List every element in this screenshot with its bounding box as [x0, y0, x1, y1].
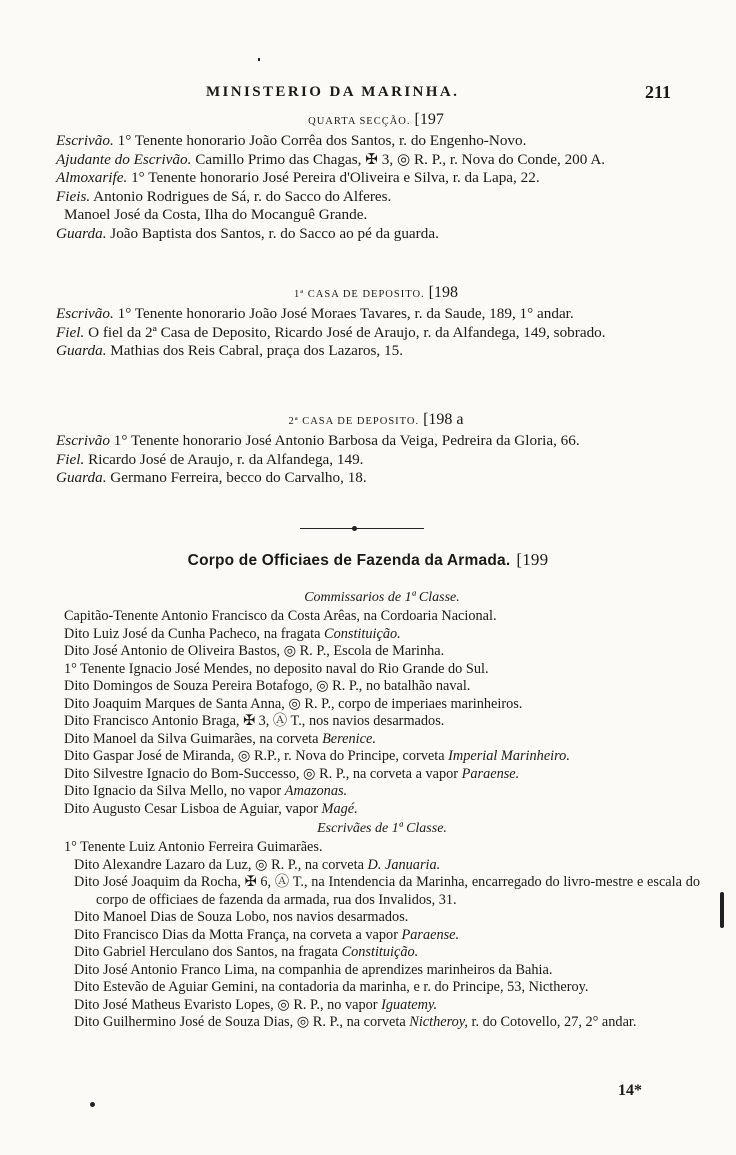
- list-item-text: Dito Ignacio da Silva Mello, no vapor: [64, 783, 285, 799]
- list-item-text: Dito José Antonio Franco Lima, na companhia de aprendizes marinheiros da Bahia.: [74, 961, 553, 978]
- section-heading-text: 1ª CASA DE DEPOSITO.: [294, 289, 425, 300]
- ship-name: Magé.: [321, 800, 358, 817]
- list-item: [64, 608, 700, 626]
- commissarios-list: [64, 608, 700, 818]
- list-item: [64, 661, 700, 679]
- list-item: [64, 979, 700, 997]
- section-divider-rule: [300, 528, 424, 529]
- margin-ink-mark: [720, 892, 724, 928]
- list-item: [64, 783, 700, 801]
- ship-name: Constituição.: [324, 625, 401, 642]
- corps-list: [64, 588, 700, 1032]
- list-item-text: Dito Gabriel Herculano dos Santos, na fragata: [74, 944, 342, 960]
- list-item: [64, 874, 700, 909]
- entry-role: Almoxarife.: [56, 169, 128, 186]
- list-item: [64, 748, 700, 766]
- entry-role: Guarda.: [56, 469, 107, 486]
- section-casa-deposito-1: [56, 283, 696, 361]
- entry-role: Escrivão.: [56, 305, 114, 322]
- entry-fiel: [56, 324, 696, 343]
- entry-text: O fiel da 2ª Casa de Deposito, Ricardo José de Araujo, r. da Alfandega, 149, sobrado.: [84, 323, 606, 341]
- list-item: [64, 944, 700, 962]
- signature-mark: 14*: [618, 1082, 642, 1099]
- entry-text: 1° Tenente honorario João Corrêa dos Santos, r. do Engenho-Novo.: [113, 132, 527, 149]
- list-item: [64, 801, 700, 819]
- section-heading-text: 2ª CASA DE DEPOSITO.: [288, 416, 420, 427]
- entry-role: Fiel.: [56, 323, 85, 341]
- ministry-title: MINISTERIO DA MARINHA.: [206, 84, 460, 100]
- list-item-text: 1° Tenente Ignacio José Mendes, no deposito naval do Rio Grande do Sul.: [64, 660, 489, 677]
- list-item-text: Dito José Antonio de Oliveira Bastos, ◎ R. P., Escola de Marinha.: [64, 643, 445, 659]
- ship-name: Imperial Marinheiro.: [448, 748, 570, 764]
- ship-name: Paraense.: [401, 926, 460, 943]
- section-heading: [56, 410, 696, 432]
- corps-title: [0, 550, 736, 570]
- running-head: [0, 80, 736, 110]
- ink-speck: [90, 1102, 95, 1107]
- entry-role: Guarda.: [56, 224, 107, 242]
- list-item-text: Dito Silvestre Ignacio do Bom-Successo, ◎ R. P., na corveta a vapor: [64, 765, 462, 782]
- section-heading: [56, 110, 696, 132]
- entry-text: Ricardo José de Araujo, r. da Alfandega, 149.: [84, 450, 364, 468]
- list-item: [64, 626, 700, 644]
- subheading-commissarios: Commissarios de 1ª Classe.: [304, 590, 460, 605]
- section-heading-text: QUARTA SECÇÃO.: [308, 116, 411, 127]
- section-quarta-seccao: [56, 110, 696, 243]
- entry-role: Escrivão: [56, 432, 110, 449]
- entry-guarda: [56, 342, 696, 361]
- entry-fiel: [56, 451, 696, 470]
- subheading-escrivaes: Escrivães de 1ª Classe.: [317, 821, 447, 836]
- entry-text: 1° Tenente honorario José Pereira d'Oliveira e Silva, r. da Lapa, 22.: [127, 169, 540, 186]
- list-item-text: 1° Tenente Luiz Antonio Ferreira Guimarães.: [64, 839, 323, 855]
- list-item-text: Dito Domingos de Souza Pereira Botafogo, ◎ R. P., no batalhão naval.: [64, 678, 471, 694]
- list-item: [64, 713, 700, 731]
- entry-guarda: [56, 469, 696, 488]
- ship-name: Berenice.: [322, 730, 376, 747]
- list-item-text: Dito Estevão de Aguiar Gemini, na contadoria da marinha, e r. do Principe, 53, Nictheroy.: [74, 979, 589, 995]
- list-item-text: Dito Gaspar José de Miranda, ◎ R.P., r. Nova do Principe, corveta: [64, 748, 449, 764]
- list-item: [64, 909, 700, 927]
- list-item-text: Dito Manoel da Silva Guimarães, na corveta: [64, 730, 323, 747]
- list-item-text: Dito Francisco Dias da Motta França, na corveta a vapor: [74, 926, 402, 943]
- section-ref: [198: [428, 284, 458, 301]
- entry-ajudante: [56, 151, 696, 170]
- entry-escrivao: [56, 432, 696, 451]
- list-item-tail: r. do Cotovello, 27, 2° andar.: [467, 1014, 637, 1030]
- entry-text: Antonio Rodrigues de Sá, r. do Sacco do Alferes.: [90, 187, 392, 205]
- list-item: [64, 927, 700, 945]
- entry-role: Ajudante do Escrivão.: [56, 150, 192, 168]
- ship-name: Constituição.: [341, 944, 419, 960]
- list-item: [64, 839, 700, 857]
- corps-ref: [199: [516, 550, 549, 569]
- entry-text: Mathias dos Reis Cabral, praça dos Lazaros, 15.: [106, 342, 403, 359]
- entry-fieis: [56, 188, 696, 207]
- entry-text: 1° Tenente honorario José Antonio Barbosa da Veiga, Pedreira da Gloria, 66.: [110, 432, 580, 449]
- page-number: 211: [645, 82, 672, 102]
- section-heading: [56, 283, 696, 305]
- list-item-text: Dito Luiz José da Cunha Pacheco, na fragata: [64, 625, 325, 642]
- list-item: [64, 997, 700, 1015]
- list-item-text: Dito Augusto Cesar Lisboa de Aguiar, vapor: [64, 800, 322, 817]
- entry-role: Escrivão.: [56, 132, 114, 149]
- list-item: [64, 731, 700, 749]
- entry-fiel-2: [56, 206, 696, 225]
- list-item: [64, 678, 700, 696]
- list-item-text: Dito Guilhermino José de Souza Dias, ◎ R. P., na corveta: [74, 1014, 410, 1030]
- entry-guarda: [56, 225, 696, 244]
- ship-name: Nictheroy,: [409, 1014, 468, 1030]
- entry-text: Germano Ferreira, becco do Carvalho, 18.: [106, 469, 367, 486]
- entry-role: Fiel.: [56, 450, 85, 468]
- ship-name: Amazonas.: [284, 783, 348, 799]
- entry-escrivao: [56, 132, 696, 151]
- list-item: [64, 766, 700, 784]
- entry-escrivao: [56, 305, 696, 324]
- list-item: [64, 696, 700, 714]
- list-item-text: Dito José Matheus Evaristo Lopes, ◎ R. P., no vapor: [74, 996, 382, 1013]
- escrivaes-list: [64, 839, 700, 1032]
- list-item-text: Dito Alexandre Lazaro da Luz, ◎ R. P., na corveta: [74, 856, 368, 873]
- entry-text: Manoel José da Costa, Ilha do Mocanguê Grande.: [64, 206, 368, 223]
- ink-speck: [258, 58, 260, 61]
- entry-role: Guarda.: [56, 342, 107, 359]
- entry-text: 1° Tenente honorario João José Moraes Tavares, r. da Saude, 189, 1° andar.: [113, 305, 574, 322]
- ship-name: Iguatemy.: [381, 996, 438, 1013]
- ship-name: Paraense.: [461, 765, 520, 782]
- entry-almoxarife: [56, 169, 696, 188]
- section-ref: [198 a: [423, 411, 464, 428]
- entry-text: Camillo Primo das Chagas, ✠ 3, ◎ R. P., r. Nova do Conde, 200 A.: [191, 150, 606, 168]
- corps-title-text: Corpo de Officiaes de Fazenda da Armada.: [187, 552, 511, 569]
- entry-text: João Baptista dos Santos, r. do Sacco ao pé da guarda.: [106, 224, 439, 242]
- section-casa-deposito-2: [56, 410, 696, 488]
- list-item-text: Dito Manoel Dias de Souza Lobo, nos navios desarmados.: [74, 909, 409, 925]
- list-item: [64, 857, 700, 875]
- list-item: [64, 962, 700, 980]
- list-item-text: Dito José Joaquim da Rocha, ✠ 6, Ⓐ T., na Intendencia da Marinha, encarregado do livro-mestre e escala do corpo de officiaes de fazenda da armada, rua dos Invalidos, 31.: [74, 874, 700, 908]
- list-item-text: Dito Joaquim Marques de Santa Anna, ◎ R. P., corpo de imperiaes marinheiros.: [64, 695, 523, 712]
- entry-role: Fieis.: [56, 187, 91, 205]
- list-item-text: Capitão-Tenente Antonio Francisco da Costa Arêas, na Cordoaria Nacional.: [64, 608, 497, 624]
- list-item: [64, 1014, 700, 1032]
- list-item: [64, 643, 700, 661]
- section-ref: [197: [414, 111, 444, 128]
- ship-name: D. Januaria.: [367, 856, 441, 873]
- list-item-text: Dito Francisco Antonio Braga, ✠ 3, Ⓐ T., nos navios desarmados.: [64, 713, 445, 729]
